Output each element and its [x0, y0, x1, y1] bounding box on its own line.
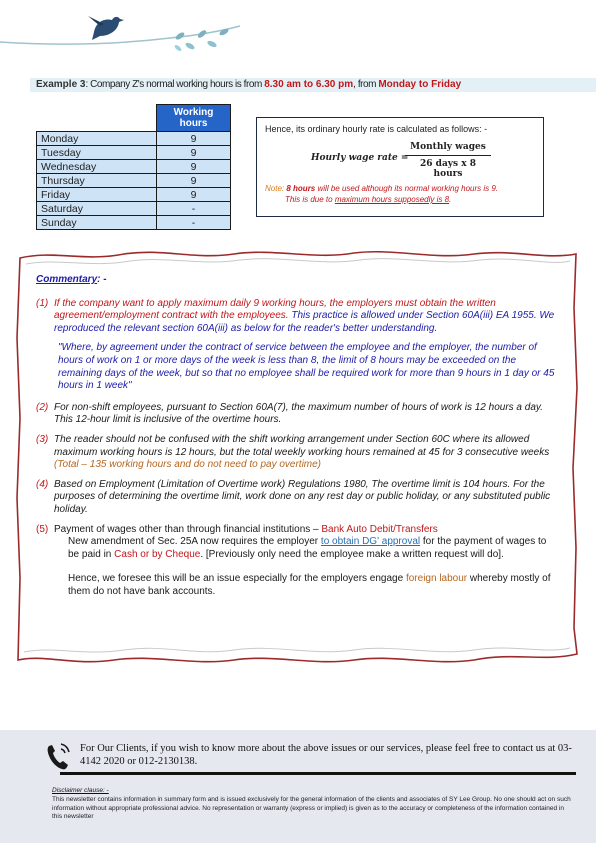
hours-cell: 9: [157, 146, 231, 160]
table-row: [37, 202, 231, 216]
formula-lhs: Hourly wage rate =: [311, 153, 409, 163]
day-cell: Saturday: [37, 202, 157, 216]
table-corner-cell: [37, 105, 157, 132]
day-cell: Friday: [37, 188, 157, 202]
table-row: [37, 216, 231, 230]
example-days-range: Monday to Friday: [378, 79, 462, 90]
note-bold: 8 hours: [286, 184, 316, 193]
item5-lead: Payment of wages other than through financial institutions –: [54, 523, 322, 535]
day-cell: Wednesday: [37, 160, 157, 174]
item-number: (3): [36, 433, 49, 445]
item5-p2-a: Hence, we foresee this will be an issue especially for the employers engage: [68, 573, 406, 585]
item3-orange-text: (Total – 135 working hours and do not need to pay overtime): [54, 459, 322, 471]
calc-note: [265, 183, 498, 205]
footer-divider: [60, 772, 576, 775]
hourly-rate-formula: [311, 142, 541, 179]
day-cell: Thursday: [37, 174, 157, 188]
example-time-range: 8.30 am to 6.30 pm: [264, 79, 354, 90]
item5-p2-b: whereby mostly of them do not have bank accounts.: [68, 573, 551, 597]
example-label: Example 3: [36, 79, 86, 90]
commentary-item-3: [36, 434, 560, 472]
hours-cell: 9: [157, 160, 231, 174]
commentary-title-line: [36, 274, 560, 287]
working-hours-table: [36, 104, 231, 230]
item1-blue-text: This practice is allowed under Section 60A(iii) EA 1955. We reproduced the relevant section 60A(iii) as below for the reader's better understanding.: [54, 310, 555, 334]
item-number: (5): [36, 523, 49, 535]
bird-branch-decoration: [0, 0, 260, 70]
item3-text: The reader should not be confused with the shift working arrangement under Section 60C where its allowed maximum working hours is 12 hours, but the total weekly working hours remained at 45 for 3 consecutive weeks: [54, 433, 550, 458]
day-cell: Sunday: [37, 216, 157, 230]
hourly-rate-box: [256, 117, 544, 217]
hours-cell: 9: [157, 174, 231, 188]
commentary-title-suffix: : -: [97, 274, 107, 285]
hours-cell: 9: [157, 188, 231, 202]
example-text-mid: , from: [353, 79, 379, 90]
hours-cell: 9: [157, 132, 231, 146]
item5-paragraph-1: [54, 536, 560, 561]
item-number: (1): [36, 297, 49, 309]
table-row: [37, 174, 231, 188]
hours-cell: -: [157, 216, 231, 230]
note-line2-pre: This is due to: [285, 195, 335, 204]
working-hours-header: Working hours: [157, 105, 231, 132]
formula-denominator: 26 days x 8 hours: [420, 159, 476, 179]
note-line2-link: maximum hours supposedly is 8: [334, 195, 450, 204]
note-text: will be used although its normal working hours is 9.: [315, 184, 499, 193]
formula-numerator: Monthly wages: [410, 142, 486, 152]
calc-intro: Hence, its ordinary hourly rate is calculated as follows: -: [265, 124, 488, 134]
item4-text: Based on Employment (Limitation of Overtime work) Regulations 1980, The overtime limit is 104 hours. For the purposes of determining the overtime limit, work done on any rest day or public holiday, or any substituted public holiday.: [54, 478, 551, 515]
item-number: (2): [36, 401, 49, 413]
commentary-section: [36, 274, 560, 605]
contact-text: For Our Clients, if you wish to know more about the above issues or our services, please feel free to contact us at 03-4142 2020 or 012-2130138.: [80, 743, 572, 767]
item5-lead-red: Bank Auto Debit/Transfers: [321, 523, 438, 535]
disclaimer-text: This newsletter contains information in summary form and is issued exclusively for the general information of the clients and associates of SY Lee Group. No one should act on such information without appropriate professional advice. No representation or warranty (express or implied) is given as to the accuracy or completeness of the information contained in this newsletter: [52, 796, 571, 821]
item5-p1-c: . [Previously only need the employee make a written request will do].: [200, 548, 504, 560]
commentary-item-5: [36, 524, 560, 599]
day-cell: Tuesday: [37, 146, 157, 160]
note-line2-post: .: [449, 195, 452, 204]
commentary-item-4: [36, 479, 560, 517]
item-number: (4): [36, 478, 49, 490]
commentary-item-1: [36, 298, 560, 336]
item5-p1-a: New amendment of Sec. 25A now requires the employer: [68, 536, 321, 548]
item5-p1-red: Cash or by Cheque: [114, 548, 201, 560]
day-cell: Monday: [37, 132, 157, 146]
table-row: [37, 160, 231, 174]
section-60a-quote: "Where, by agreement under the contract of service between the employee and the employer, the number of hours of work on 1 or more days of the week is less than 8, the limit of 8 hours may be exceeded on the remaining days of the week, but so that no employee shall be required work for more than 9 hours in 1 day or 45 hours in 1 week": [58, 342, 555, 392]
commentary-title: Commentary: [36, 274, 98, 285]
item5-paragraph-2: [54, 573, 560, 598]
dg-approval-link[interactable]: to obtain DG' approval: [320, 536, 421, 548]
table-row: [37, 188, 231, 202]
footer: [0, 730, 596, 843]
item5-p2-orange: foreign labour: [405, 573, 468, 585]
note-line2: [265, 194, 498, 205]
item1-red-text: If the company want to apply maximum daily 9 working hours, the employers must obtain the written agreement/employment contract with the employees.: [54, 297, 496, 322]
hours-cell: -: [157, 202, 231, 216]
disclaimer-title: Disclaimer clause: -: [52, 787, 109, 794]
note-label: Note:: [265, 184, 285, 193]
item5-p1-b: for the payment of wages to be paid in: [68, 536, 547, 560]
commentary-item-2: [36, 402, 560, 427]
item2-text: For non-shift employees, pursuant to Section 60A(7), the maximum number of hours of work is 12 hours a day. This 12-hour limit is inclusive of the overtime hours.: [54, 401, 543, 426]
table-row: [37, 146, 231, 160]
phone-icon: [44, 740, 74, 772]
example-heading: [30, 78, 596, 92]
example-text-before: : Company Z's normal working hours is from: [85, 79, 265, 90]
table-header-row: [37, 105, 231, 132]
formula-fraction: [405, 142, 491, 179]
table-row: [37, 132, 231, 146]
